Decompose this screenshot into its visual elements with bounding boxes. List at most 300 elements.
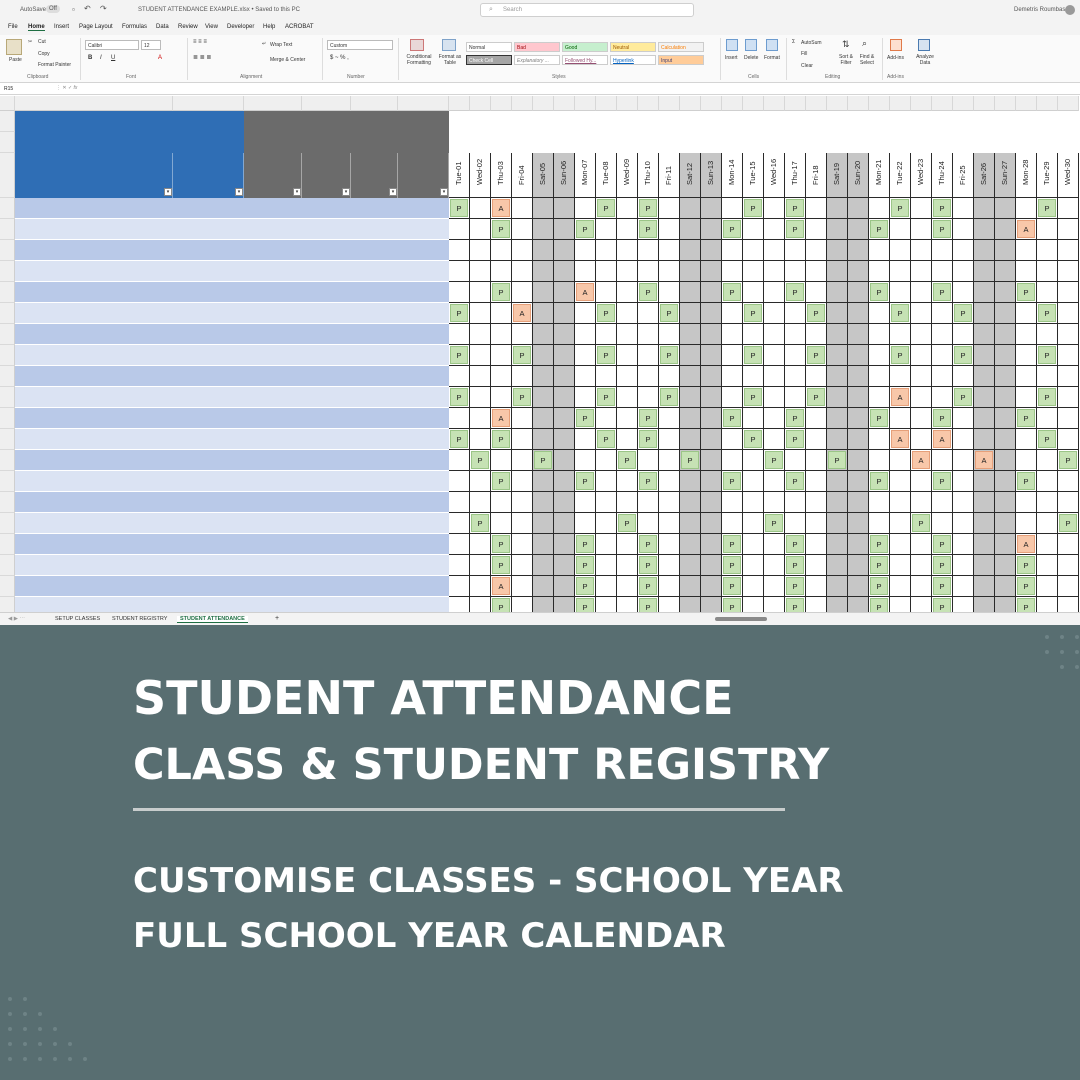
date-header[interactable] — [701, 153, 722, 198]
attendance-cell[interactable] — [533, 198, 554, 219]
attendance-cell[interactable] — [1016, 387, 1037, 408]
attendance-cell[interactable] — [974, 303, 995, 324]
attendance-cell[interactable] — [575, 408, 596, 429]
attendance-cell[interactable] — [659, 429, 680, 450]
attendance-cell[interactable] — [596, 387, 617, 408]
attendance-cell[interactable] — [512, 387, 533, 408]
table-row[interactable] — [15, 534, 449, 555]
attendance-cell[interactable] — [827, 303, 848, 324]
attendance-cell[interactable] — [995, 303, 1016, 324]
avatar[interactable] — [1065, 5, 1075, 15]
attendance-cell[interactable] — [533, 387, 554, 408]
table-row[interactable] — [15, 576, 449, 597]
table-row[interactable] — [15, 429, 449, 450]
attendance-cell[interactable] — [1016, 471, 1037, 492]
attendance-cell[interactable] — [575, 324, 596, 345]
autosum-icon[interactable]: Σ — [792, 39, 796, 45]
attendance-cell[interactable] — [911, 576, 932, 597]
attendance-cell[interactable] — [617, 366, 638, 387]
attendance-cell[interactable] — [806, 198, 827, 219]
font-size-select[interactable] — [141, 40, 161, 50]
attendance-cell[interactable] — [596, 408, 617, 429]
attendance-cell[interactable] — [869, 492, 890, 513]
attendance-cell[interactable] — [995, 492, 1016, 513]
attendance-cell[interactable] — [932, 240, 953, 261]
filter-icon[interactable]: ▾ — [440, 188, 448, 196]
underline-icon[interactable]: U — [111, 55, 116, 61]
delete-cells-button[interactable]: Delete — [744, 55, 759, 61]
attendance-cell[interactable] — [680, 366, 701, 387]
attendance-cell[interactable] — [575, 282, 596, 303]
attendance-cell[interactable] — [533, 513, 554, 534]
attendance-cell[interactable] — [533, 534, 554, 555]
attendance-cell[interactable] — [701, 387, 722, 408]
attendance-cell[interactable] — [1016, 282, 1037, 303]
attendance-cell[interactable] — [785, 450, 806, 471]
conditional-formatting-button[interactable]: Conditional Formatting — [406, 54, 432, 66]
attendance-cell[interactable] — [827, 261, 848, 282]
attendance-cell[interactable] — [1037, 219, 1058, 240]
attendance-cell[interactable] — [1016, 576, 1037, 597]
attendance-cell[interactable] — [869, 534, 890, 555]
attendance-cell[interactable] — [1016, 450, 1037, 471]
attendance-cell[interactable] — [470, 240, 491, 261]
row-header-5[interactable] — [0, 219, 15, 240]
redo-icon[interactable]: ↷ — [100, 4, 107, 13]
attendance-cell[interactable] — [785, 366, 806, 387]
attendance-cell[interactable] — [911, 282, 932, 303]
attendance-cell[interactable] — [1058, 387, 1079, 408]
attendance-cell[interactable] — [890, 387, 911, 408]
attendance-cell[interactable] — [491, 324, 512, 345]
attendance-cell[interactable] — [659, 345, 680, 366]
attendance-cell[interactable] — [596, 555, 617, 576]
attendance-cell[interactable] — [533, 324, 554, 345]
attendance-cell[interactable] — [617, 198, 638, 219]
bold-icon[interactable]: B — [88, 55, 93, 61]
attendance-cell[interactable] — [596, 240, 617, 261]
autosum-button[interactable]: AutoSum — [801, 40, 822, 46]
attendance-cell[interactable] — [701, 282, 722, 303]
attendance-cell[interactable] — [722, 450, 743, 471]
column-header-ae[interactable] — [953, 96, 974, 111]
attendance-cell[interactable] — [617, 555, 638, 576]
column-header-a[interactable] — [15, 96, 173, 111]
attendance-cell[interactable] — [680, 198, 701, 219]
attendance-cell[interactable] — [575, 471, 596, 492]
date-header[interactable] — [743, 153, 764, 198]
style-neutral[interactable]: Neutral — [610, 42, 656, 52]
attendance-cell[interactable] — [638, 387, 659, 408]
attendance-cell[interactable] — [1016, 324, 1037, 345]
attendance-cell[interactable] — [785, 219, 806, 240]
row-header-4[interactable] — [0, 198, 15, 219]
analyze-data-button[interactable]: Analyze Data — [916, 54, 934, 66]
attendance-cell[interactable] — [617, 303, 638, 324]
wrap-text-button[interactable]: Wrap Text — [270, 42, 293, 48]
attendance-cell[interactable] — [470, 303, 491, 324]
column-header-aj[interactable] — [1058, 96, 1079, 111]
attendance-cell[interactable] — [617, 261, 638, 282]
attendance-cell[interactable] — [911, 555, 932, 576]
attendance-cell[interactable] — [806, 450, 827, 471]
attendance-cell[interactable] — [995, 261, 1016, 282]
attendance-cell[interactable] — [932, 219, 953, 240]
attendance-cell[interactable] — [848, 450, 869, 471]
attendance-cell[interactable] — [470, 450, 491, 471]
date-header[interactable] — [995, 153, 1016, 198]
attendance-cell[interactable] — [638, 513, 659, 534]
attendance-cell[interactable] — [554, 534, 575, 555]
attendance-cell[interactable] — [764, 366, 785, 387]
table-row[interactable] — [15, 219, 449, 240]
attendance-cell[interactable] — [659, 492, 680, 513]
attendance-cell[interactable] — [554, 219, 575, 240]
attendance-cell[interactable] — [932, 282, 953, 303]
row-header-2[interactable] — [0, 132, 15, 153]
attendance-cell[interactable] — [743, 240, 764, 261]
attendance-cell[interactable] — [764, 324, 785, 345]
attendance-cell[interactable] — [1037, 534, 1058, 555]
attendance-cell[interactable] — [806, 261, 827, 282]
attendance-cell[interactable] — [827, 408, 848, 429]
attendance-cell[interactable] — [554, 198, 575, 219]
attendance-cell[interactable] — [617, 534, 638, 555]
attendance-cell[interactable] — [1058, 324, 1079, 345]
format-as-table-icon[interactable] — [442, 39, 456, 51]
attendance-cell[interactable] — [932, 198, 953, 219]
style-input[interactable]: Input — [658, 55, 704, 65]
attendance-cell[interactable] — [785, 429, 806, 450]
column-header-aa[interactable] — [869, 96, 890, 111]
attendance-cell[interactable] — [701, 240, 722, 261]
attendance-cell[interactable] — [701, 450, 722, 471]
table-row[interactable] — [15, 261, 449, 282]
find-select-icon[interactable]: ⌕ — [862, 38, 868, 48]
attendance-cell[interactable] — [785, 513, 806, 534]
attendance-cell[interactable] — [554, 282, 575, 303]
attendance-cell[interactable] — [1037, 408, 1058, 429]
attendance-cell[interactable] — [533, 471, 554, 492]
attendance-cell[interactable] — [764, 555, 785, 576]
attendance-cell[interactable] — [1037, 471, 1058, 492]
attendance-cell[interactable] — [617, 492, 638, 513]
attendance-cell[interactable] — [638, 282, 659, 303]
attendance-cell[interactable] — [890, 534, 911, 555]
attendance-cell[interactable] — [890, 219, 911, 240]
attendance-cell[interactable] — [890, 345, 911, 366]
attendance-cell[interactable] — [491, 198, 512, 219]
attendance-cell[interactable] — [995, 513, 1016, 534]
attendance-cell[interactable] — [1058, 492, 1079, 513]
attendance-cell[interactable] — [449, 555, 470, 576]
attendance-cell[interactable] — [932, 408, 953, 429]
attendance-cell[interactable] — [470, 261, 491, 282]
table-row[interactable] — [15, 513, 449, 534]
attendance-cell[interactable] — [848, 198, 869, 219]
date-header[interactable] — [1016, 153, 1037, 198]
search-box[interactable] — [480, 3, 694, 17]
menu-home[interactable]: Home — [28, 24, 45, 30]
column-header-t[interactable] — [722, 96, 743, 111]
copy-button[interactable]: Copy — [38, 51, 50, 57]
attendance-cell[interactable] — [995, 555, 1016, 576]
font-name-select[interactable] — [85, 40, 139, 50]
attendance-cell[interactable] — [1016, 261, 1037, 282]
delete-cells-icon[interactable] — [745, 39, 757, 51]
attendance-cell[interactable] — [491, 534, 512, 555]
menu-review[interactable]: Review — [178, 24, 198, 30]
attendance-cell[interactable] — [806, 387, 827, 408]
attendance-cell[interactable] — [953, 492, 974, 513]
attendance-cell[interactable] — [806, 345, 827, 366]
table-row[interactable] — [15, 345, 449, 366]
attendance-cell[interactable] — [911, 387, 932, 408]
attendance-cell[interactable] — [911, 534, 932, 555]
attendance-cell[interactable] — [617, 324, 638, 345]
attendance-cell[interactable] — [743, 219, 764, 240]
attendance-cell[interactable] — [554, 429, 575, 450]
attendance-cell[interactable] — [533, 282, 554, 303]
attendance-cell[interactable] — [1058, 303, 1079, 324]
tab-setup-classes[interactable]: SETUP CLASSES — [55, 616, 101, 622]
insert-cells-button[interactable]: Insert — [725, 55, 738, 61]
attendance-cell[interactable] — [743, 576, 764, 597]
add-ins-button[interactable]: Add-ins — [887, 55, 904, 61]
attendance-cell[interactable] — [470, 366, 491, 387]
attendance-cell[interactable] — [974, 345, 995, 366]
table-row[interactable] — [15, 450, 449, 471]
table-row[interactable] — [15, 240, 449, 261]
attendance-cell[interactable] — [890, 303, 911, 324]
attendance-cell[interactable] — [827, 429, 848, 450]
attendance-cell[interactable] — [974, 408, 995, 429]
attendance-cell[interactable] — [470, 345, 491, 366]
corner-cell[interactable] — [0, 96, 15, 111]
add-ins-icon[interactable] — [890, 39, 902, 51]
insert-cells-icon[interactable] — [726, 39, 738, 51]
attendance-cell[interactable] — [575, 450, 596, 471]
attendance-cell[interactable] — [575, 303, 596, 324]
attendance-cell[interactable] — [1037, 366, 1058, 387]
attendance-cell[interactable] — [764, 513, 785, 534]
date-header[interactable] — [533, 153, 554, 198]
attendance-cell[interactable] — [596, 513, 617, 534]
attendance-cell[interactable] — [1016, 513, 1037, 534]
attendance-cell[interactable] — [1058, 429, 1079, 450]
attendance-cell[interactable] — [911, 303, 932, 324]
attendance-cell[interactable] — [869, 324, 890, 345]
attendance-cell[interactable] — [701, 345, 722, 366]
attendance-cell[interactable] — [680, 555, 701, 576]
attendance-cell[interactable] — [617, 576, 638, 597]
attendance-cell[interactable] — [764, 240, 785, 261]
style-explanatory[interactable]: Explanatory ... — [514, 55, 560, 65]
attendance-cell[interactable] — [1058, 471, 1079, 492]
attendance-cell[interactable] — [890, 366, 911, 387]
number-format-select[interactable] — [327, 40, 393, 50]
attendance-cell[interactable] — [953, 576, 974, 597]
attendance-cell[interactable] — [848, 408, 869, 429]
date-header[interactable] — [638, 153, 659, 198]
attendance-cell[interactable] — [722, 534, 743, 555]
attendance-cell[interactable] — [722, 471, 743, 492]
attendance-cell[interactable] — [785, 408, 806, 429]
attendance-cell[interactable] — [743, 387, 764, 408]
row-header-21[interactable] — [0, 555, 15, 576]
cut-icon[interactable]: ✂ — [28, 39, 33, 45]
attendance-cell[interactable] — [512, 240, 533, 261]
row-header-19[interactable] — [0, 513, 15, 534]
attendance-cell[interactable] — [701, 576, 722, 597]
attendance-cell[interactable] — [890, 471, 911, 492]
attendance-cell[interactable] — [764, 387, 785, 408]
date-header[interactable] — [932, 153, 953, 198]
attendance-cell[interactable] — [680, 261, 701, 282]
format-painter-button[interactable]: Format Painter — [38, 62, 72, 68]
column-header-x[interactable] — [806, 96, 827, 111]
attendance-cell[interactable] — [932, 534, 953, 555]
attendance-cell[interactable] — [659, 576, 680, 597]
attendance-cell[interactable] — [827, 471, 848, 492]
attendance-cell[interactable] — [638, 303, 659, 324]
column-header-h[interactable] — [470, 96, 491, 111]
format-cells-button[interactable]: Format — [764, 55, 780, 61]
column-header-i[interactable] — [491, 96, 512, 111]
attendance-cell[interactable] — [680, 303, 701, 324]
column-header-u[interactable] — [743, 96, 764, 111]
attendance-cell[interactable] — [512, 513, 533, 534]
attendance-cell[interactable] — [554, 303, 575, 324]
attendance-cell[interactable] — [764, 471, 785, 492]
attendance-cell[interactable] — [1058, 576, 1079, 597]
attendance-cell[interactable] — [617, 282, 638, 303]
attendance-cell[interactable] — [848, 240, 869, 261]
date-header[interactable] — [764, 153, 785, 198]
attendance-cell[interactable] — [596, 429, 617, 450]
attendance-cell[interactable] — [827, 492, 848, 513]
attendance-cell[interactable] — [596, 576, 617, 597]
column-header-f[interactable] — [398, 96, 449, 111]
attendance-cell[interactable] — [785, 555, 806, 576]
attendance-cell[interactable] — [1058, 450, 1079, 471]
attendance-cell[interactable] — [974, 555, 995, 576]
date-header[interactable] — [554, 153, 575, 198]
attendance-cell[interactable] — [701, 219, 722, 240]
attendance-cell[interactable] — [890, 240, 911, 261]
attendance-cell[interactable] — [638, 345, 659, 366]
paste-button[interactable]: Paste — [9, 57, 22, 63]
attendance-cell[interactable] — [911, 219, 932, 240]
attendance-cell[interactable] — [995, 429, 1016, 450]
attendance-cell[interactable] — [638, 366, 659, 387]
attendance-cell[interactable] — [722, 324, 743, 345]
attendance-cell[interactable] — [470, 534, 491, 555]
clear-button[interactable]: Clear — [801, 63, 813, 69]
attendance-cell[interactable] — [1058, 240, 1079, 261]
date-header[interactable] — [848, 153, 869, 198]
column-header-j[interactable] — [512, 96, 533, 111]
attendance-cell[interactable] — [764, 198, 785, 219]
attendance-cell[interactable] — [638, 408, 659, 429]
attendance-cell[interactable] — [785, 534, 806, 555]
attendance-cell[interactable] — [512, 366, 533, 387]
attendance-cell[interactable] — [995, 240, 1016, 261]
attendance-cell[interactable] — [638, 219, 659, 240]
attendance-cell[interactable] — [554, 450, 575, 471]
attendance-cell[interactable] — [512, 492, 533, 513]
attendance-cell[interactable] — [638, 450, 659, 471]
attendance-cell[interactable] — [953, 387, 974, 408]
attendance-cell[interactable] — [701, 303, 722, 324]
attendance-cell[interactable] — [596, 219, 617, 240]
attendance-cell[interactable] — [827, 555, 848, 576]
attendance-cell[interactable] — [512, 555, 533, 576]
attendance-cell[interactable] — [869, 450, 890, 471]
attendance-cell[interactable] — [1058, 198, 1079, 219]
date-header[interactable] — [491, 153, 512, 198]
column-header-s[interactable] — [701, 96, 722, 111]
currency-icon[interactable]: $ ~ % , — [330, 55, 349, 61]
menu-help[interactable]: Help — [263, 24, 276, 30]
fill-button[interactable]: Fill — [801, 51, 808, 57]
column-header-m[interactable] — [575, 96, 596, 111]
row-header-1[interactable] — [0, 111, 15, 132]
attendance-cell[interactable] — [743, 408, 764, 429]
attendance-cell[interactable] — [491, 408, 512, 429]
attendance-cell[interactable] — [806, 492, 827, 513]
attendance-cell[interactable] — [890, 198, 911, 219]
attendance-cell[interactable] — [869, 576, 890, 597]
attendance-cell[interactable] — [869, 513, 890, 534]
attendance-cell[interactable] — [680, 471, 701, 492]
attendance-cell[interactable] — [701, 408, 722, 429]
attendance-cell[interactable] — [974, 513, 995, 534]
attendance-cell[interactable] — [722, 408, 743, 429]
attendance-cell[interactable] — [512, 261, 533, 282]
attendance-cell[interactable] — [638, 429, 659, 450]
attendance-cell[interactable] — [617, 219, 638, 240]
attendance-cell[interactable] — [911, 366, 932, 387]
attendance-cell[interactable] — [974, 282, 995, 303]
row-header-11[interactable] — [0, 345, 15, 366]
paste-icon[interactable] — [6, 39, 22, 55]
attendance-cell[interactable] — [953, 282, 974, 303]
italic-icon[interactable]: I — [100, 55, 102, 61]
attendance-cell[interactable] — [554, 324, 575, 345]
attendance-cell[interactable] — [575, 345, 596, 366]
attendance-cell[interactable] — [1058, 408, 1079, 429]
attendance-cell[interactable] — [1016, 555, 1037, 576]
attendance-cell[interactable] — [491, 387, 512, 408]
attendance-cell[interactable] — [953, 240, 974, 261]
attendance-cell[interactable] — [1058, 366, 1079, 387]
attendance-cell[interactable] — [911, 345, 932, 366]
attendance-cell[interactable] — [680, 387, 701, 408]
attendance-cell[interactable] — [512, 303, 533, 324]
attendance-cell[interactable] — [533, 261, 554, 282]
attendance-cell[interactable] — [890, 576, 911, 597]
attendance-cell[interactable] — [575, 576, 596, 597]
table-row[interactable] — [15, 198, 449, 219]
attendance-cell[interactable] — [638, 471, 659, 492]
attendance-cell[interactable] — [1058, 534, 1079, 555]
column-header-k[interactable] — [533, 96, 554, 111]
attendance-cell[interactable] — [491, 492, 512, 513]
attendance-cell[interactable] — [785, 471, 806, 492]
attendance-cell[interactable] — [995, 282, 1016, 303]
attendance-cell[interactable] — [512, 576, 533, 597]
